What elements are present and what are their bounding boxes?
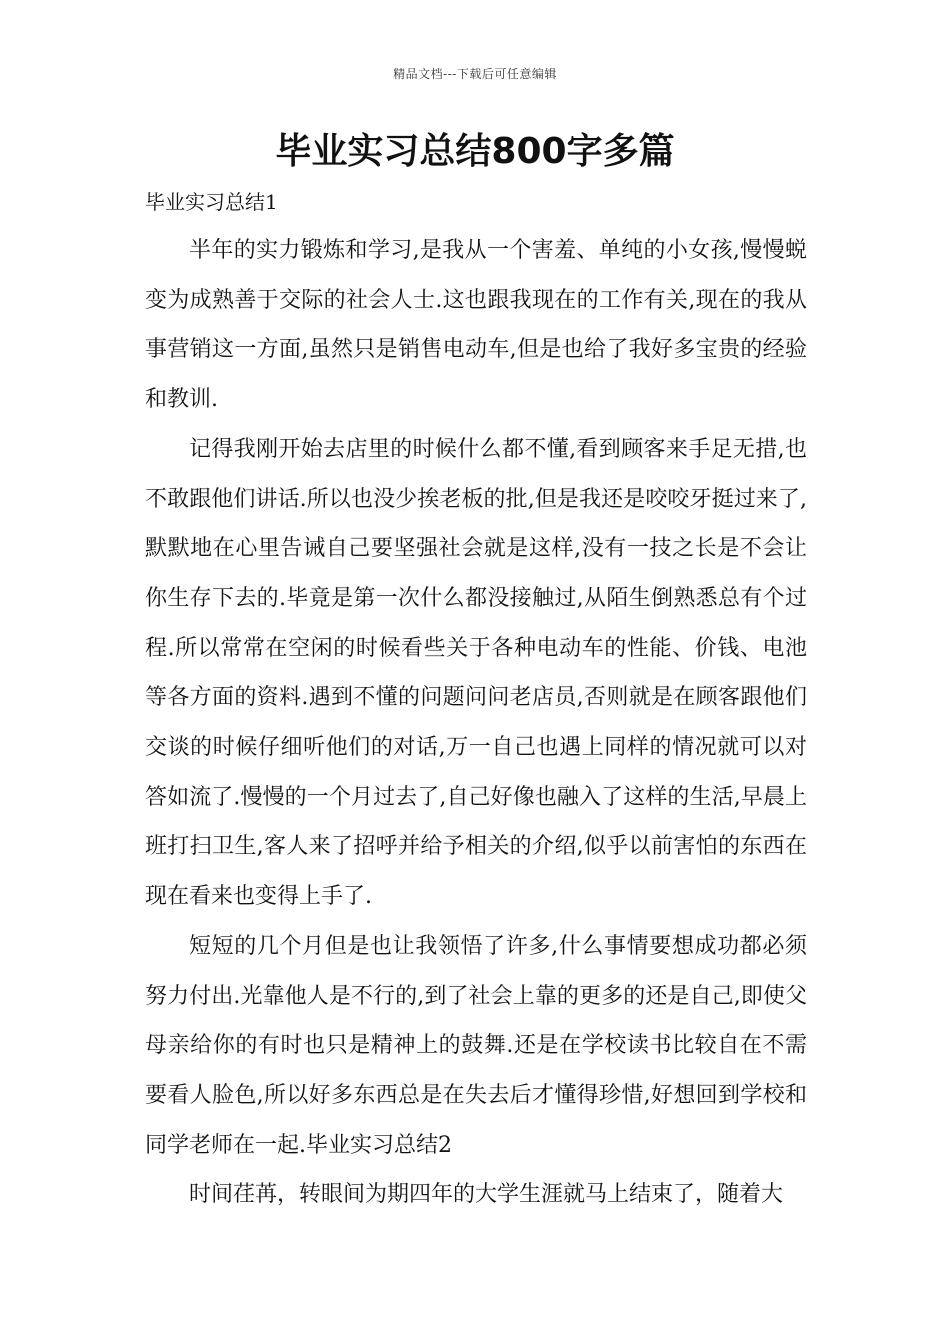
document-title: 毕业实习总结800字多篇 [275,131,675,172]
document-body [145,184,807,1220]
body-paragraph: 记得我刚开始去店里的时候什么都不懂,看到顾客来手足无措,也不敢跟他们讲话.所以也没少挨老板的批,但是我还是咬咬牙挺过来了,默默地在心里告诫自己要坚强社会就是这样,没有一技之长是不会让你生存下去的.毕竟是第一次什么都没接触过,从陌生倒熟悉总有个过程.所以常常在空闲的时候看些关于各种电动车的性能、价钱、电池等各方面的资料.遇到不懂的问题问问老店员,否则就是在顾客跟他们交谈的时候仔细听他们的对话,万一自己也遇上同样的情况就可以对答如流了.慢慢的一个月过去了,自己好像也融入了这样的生活,早晨上班打扫卫生,客人来了招呼并给予相关的介绍,似乎以前害怕的东西在现在看来也变得上手了. [145,436,807,910]
body-paragraph: 短短的几个月但是也让我领悟了许多,什么事情要想成功都必须努力付出.光靠他人是不行的,到了社会上靠的更多的还是自己,即使父母亲给你的有时也只是精神上的鼓舞.还是在学校读书比较自在不需要看人脸色,所以好多东西总是在失去后才懂得珍惜,好想回到学校和同学老师在一起.毕业实习总结2 [145,933,807,1158]
body-paragraph: 半年的实力锻炼和学习,是我从一个害羞、单纯的小女孩,慢慢蜕变为成熟善于交际的社会人士.这也跟我现在的工作有关,现在的我从事营销这一方面,虽然只是销售电动车,但是也给了我好多宝贵的经验和教训. [145,238,807,413]
section-heading: 毕业实习总结1 [145,190,278,214]
header-note: 精品文档---下载后可任意编辑 [393,67,557,81]
body-paragraph: 时间荏苒，转眼间为期四年的大学生涯就马上结束了，随着大 [189,1182,784,1208]
